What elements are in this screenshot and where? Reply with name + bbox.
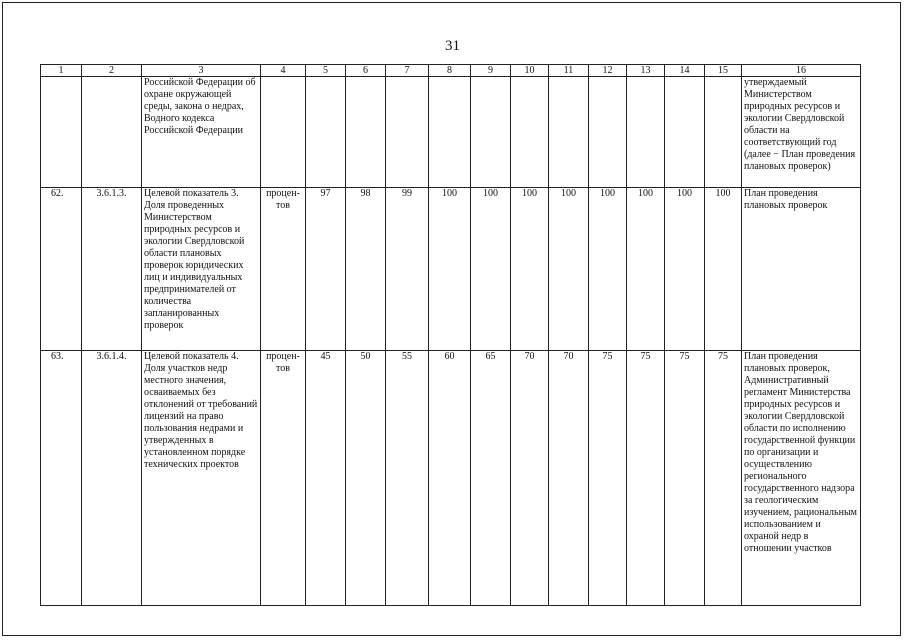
value-cell: 100 [549, 188, 589, 351]
source-cell: План проведения плановых проверок [742, 188, 861, 351]
value-cell: 75 [705, 351, 742, 606]
indicator-description-cell: Российской Федерации об охране окружающей среды, закона о недрах, Водного кодекса Российской Федерации [142, 77, 261, 188]
value-cell [346, 77, 386, 188]
table-row [41, 188, 861, 351]
column-header-8: 8 [429, 65, 471, 77]
column-header-6: 6 [346, 65, 386, 77]
column-header-11: 11 [549, 65, 589, 77]
value-cell: 100 [589, 188, 627, 351]
column-header-13: 13 [627, 65, 665, 77]
column-header-4: 4 [261, 65, 306, 77]
value-cell [589, 77, 627, 188]
table-row [41, 351, 861, 606]
value-cell: 45 [306, 351, 346, 606]
column-header-14: 14 [665, 65, 705, 77]
row-number-cell [41, 77, 82, 188]
column-header-9: 9 [471, 65, 511, 77]
value-cell: 100 [705, 188, 742, 351]
value-cell [665, 77, 705, 188]
column-header-10: 10 [511, 65, 549, 77]
value-cell: 75 [627, 351, 665, 606]
unit-cell [261, 77, 306, 188]
indicators-table [40, 64, 861, 606]
value-cell [705, 77, 742, 188]
column-header-2: 2 [82, 65, 142, 77]
value-cell [386, 77, 429, 188]
value-cell [511, 77, 549, 188]
value-cell: 55 [386, 351, 429, 606]
value-cell: 70 [549, 351, 589, 606]
column-header-5: 5 [306, 65, 346, 77]
row-number-cell: 63. [41, 351, 82, 606]
value-cell: 100 [627, 188, 665, 351]
column-header-7: 7 [386, 65, 429, 77]
column-header-3: 3 [142, 65, 261, 77]
row-code-cell: 3.6.1.3. [82, 188, 142, 351]
value-cell: 97 [306, 188, 346, 351]
value-cell [549, 77, 589, 188]
row-number-cell: 62. [41, 188, 82, 351]
value-cell [627, 77, 665, 188]
value-cell: 100 [511, 188, 549, 351]
value-cell: 65 [471, 351, 511, 606]
unit-cell: процен-тов [261, 351, 306, 606]
column-header-15: 15 [705, 65, 742, 77]
value-cell: 50 [346, 351, 386, 606]
value-cell [471, 77, 511, 188]
unit-cell: процен-тов [261, 188, 306, 351]
value-cell: 99 [386, 188, 429, 351]
value-cell [306, 77, 346, 188]
value-cell: 70 [511, 351, 549, 606]
value-cell [429, 77, 471, 188]
table-header-row [41, 65, 861, 77]
column-header-12: 12 [589, 65, 627, 77]
value-cell: 100 [665, 188, 705, 351]
value-cell: 98 [346, 188, 386, 351]
indicator-description-cell: Целевой показатель 3. Доля проведенных Министерством природных ресурсов и экологии Свердловской области плановых проверок юридических лиц и индивидуальных предпринимателей от количества запланированных проверок [142, 188, 261, 351]
column-header-1: 1 [41, 65, 82, 77]
value-cell: 100 [429, 188, 471, 351]
page-number: 31 [445, 38, 460, 54]
indicator-description-cell: Целевой показатель 4. Доля участков недр местного значения, осваиваемых без отклонений от требований лицензий на право пользования недрами и утвержденных в установленном порядке технических проектов [142, 351, 261, 606]
column-header-16: 16 [742, 65, 861, 77]
table-row [41, 77, 861, 188]
row-code-cell [82, 77, 142, 188]
row-code-cell: 3.6.1.4. [82, 351, 142, 606]
value-cell: 100 [471, 188, 511, 351]
source-cell: План проведения плановых проверок, Административный регламент Министерства природных ресурсов и экологии Свердловской области по исполнению государственной функции по организации и осуществлению регионального государственного надзора за геологическим изучением, рациональным использованием и охраной недр в отношении участков [742, 351, 861, 606]
value-cell: 60 [429, 351, 471, 606]
value-cell: 75 [589, 351, 627, 606]
value-cell: 75 [665, 351, 705, 606]
source-cell: утверждаемый Министерством природных ресурсов и экологии Свердловской области на соответствующий год (далее − План проведения плановых проверок) [742, 77, 861, 188]
